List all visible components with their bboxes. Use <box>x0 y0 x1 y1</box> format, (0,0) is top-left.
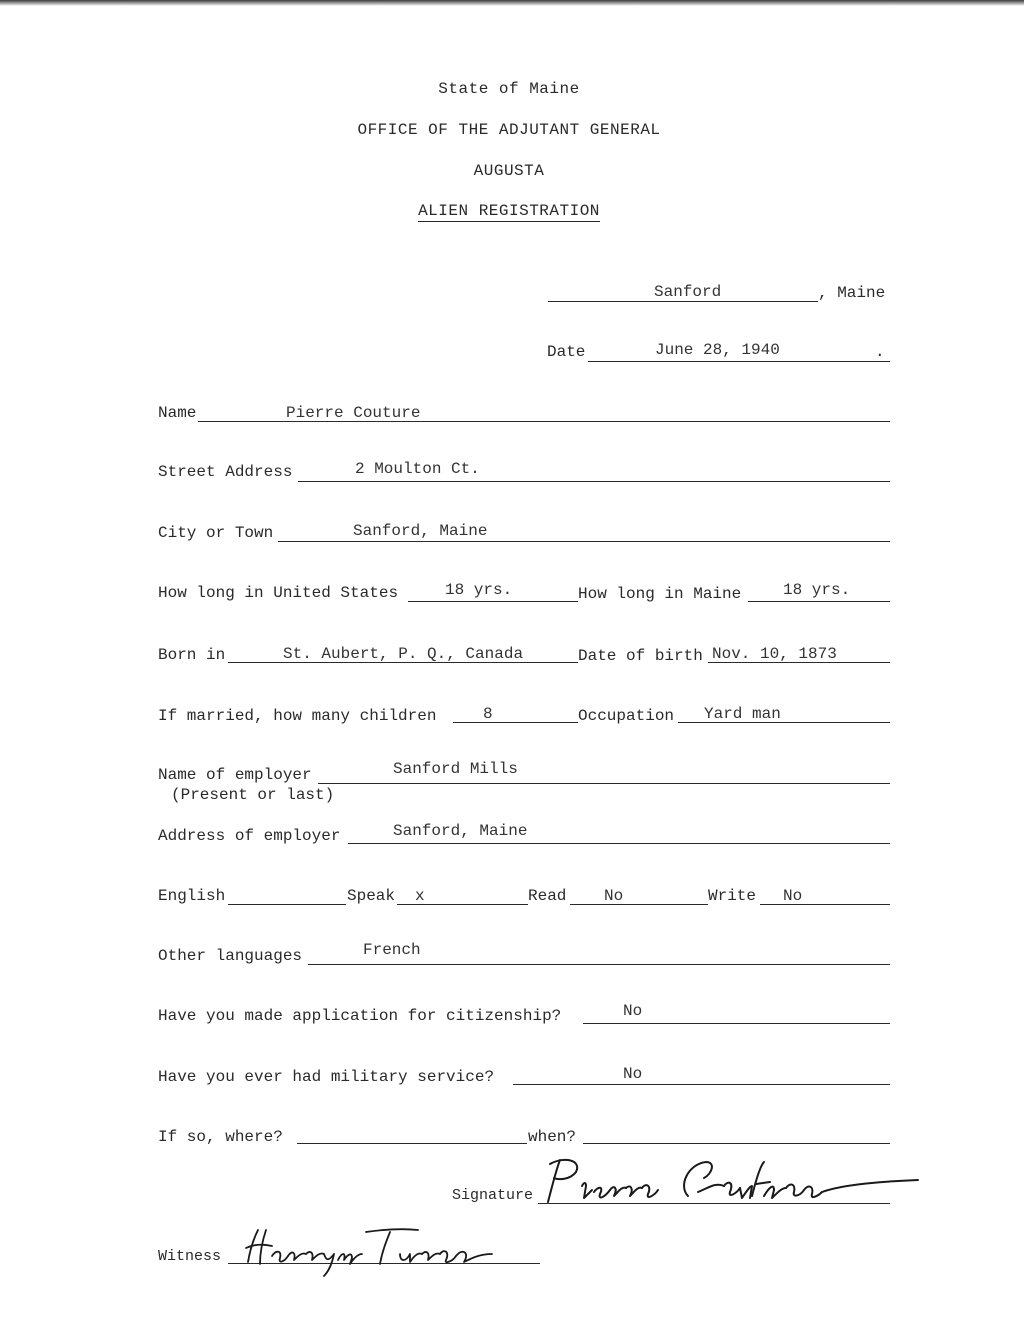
name-value: Pierre Couture <box>286 404 421 422</box>
signature-label: Signature <box>452 1187 534 1204</box>
maine-duration-line <box>748 601 890 602</box>
us-duration-value: 18 yrs. <box>445 581 513 599</box>
date-label: Date <box>547 343 586 361</box>
signature-image <box>538 1152 938 1212</box>
place-suffix: , Maine <box>818 284 886 302</box>
military-line <box>513 1084 890 1085</box>
english-label: English <box>158 887 226 905</box>
born-in-label: Born in <box>158 646 226 664</box>
employer-address-value: Sanford, Maine <box>393 822 528 840</box>
speak-value: x <box>415 887 425 905</box>
when-line <box>583 1143 890 1144</box>
header-state: State of Maine <box>438 80 580 98</box>
born-in-value: St. Aubert, P. Q., Canada <box>283 645 524 663</box>
occupation-label: Occupation <box>578 707 675 725</box>
witness-signature-image <box>240 1222 540 1277</box>
other-languages-line <box>308 964 890 965</box>
where-line <box>297 1143 527 1144</box>
write-label: Write <box>708 887 757 905</box>
us-duration-line <box>408 601 578 602</box>
us-duration-label: How long in United States <box>158 584 399 602</box>
children-line <box>453 722 578 723</box>
street-line <box>298 481 890 482</box>
maine-duration-label: How long in Maine <box>578 585 742 603</box>
signature-handwriting <box>538 1152 938 1212</box>
military-label: Have you ever had military service? <box>158 1068 495 1086</box>
write-line <box>760 904 890 905</box>
military-value: No <box>623 1065 643 1083</box>
read-line <box>570 904 708 905</box>
name-label: Name <box>158 404 197 422</box>
employer-sublabel: (Present or last) <box>171 786 335 804</box>
speak-label: Speak <box>347 887 396 905</box>
write-value: No <box>783 887 803 905</box>
where-label: If so, where? <box>158 1128 283 1146</box>
date-line <box>588 361 890 362</box>
citizenship-line <box>583 1023 890 1024</box>
date-period: . <box>875 343 885 361</box>
when-label: when? <box>528 1128 577 1146</box>
children-value: 8 <box>483 705 493 723</box>
dob-label: Date of birth <box>578 647 703 665</box>
place-line <box>548 301 818 302</box>
witness-label: Witness <box>158 1248 222 1265</box>
date-value: June 28, 1940 <box>655 341 780 359</box>
header-office: OFFICE OF THE ADJUTANT GENERAL <box>357 121 661 139</box>
scan-top-edge <box>0 0 1024 6</box>
header-city: AUGUSTA <box>473 162 545 180</box>
citizenship-label: Have you made application for citizenship? <box>158 1007 562 1025</box>
children-label: If married, how many children <box>158 707 437 725</box>
citizenship-value: No <box>623 1002 643 1020</box>
read-label: Read <box>528 887 567 905</box>
occupation-value: Yard man <box>704 705 781 723</box>
city-label: City or Town <box>158 524 274 542</box>
maine-duration-value: 18 yrs. <box>783 581 851 599</box>
read-value: No <box>604 887 624 905</box>
witness-handwriting <box>240 1222 540 1277</box>
employer-value: Sanford Mills <box>393 760 518 778</box>
street-value: 2 Moulton Ct. <box>355 460 480 478</box>
form-title: ALIEN REGISTRATION <box>418 202 600 220</box>
employer-address-label: Address of employer <box>158 827 341 845</box>
street-label: Street Address <box>158 463 293 481</box>
dob-value: Nov. 10, 1873 <box>712 645 837 663</box>
employer-line <box>318 783 890 784</box>
city-line <box>278 541 890 542</box>
place-value: Sanford <box>654 283 722 301</box>
other-languages-label: Other languages <box>158 947 303 965</box>
city-value: Sanford, Maine <box>353 522 488 540</box>
english-line <box>228 904 346 905</box>
employer-label: Name of employer <box>158 766 312 784</box>
employer-address-line <box>348 843 890 844</box>
other-languages-value: French <box>363 941 421 959</box>
